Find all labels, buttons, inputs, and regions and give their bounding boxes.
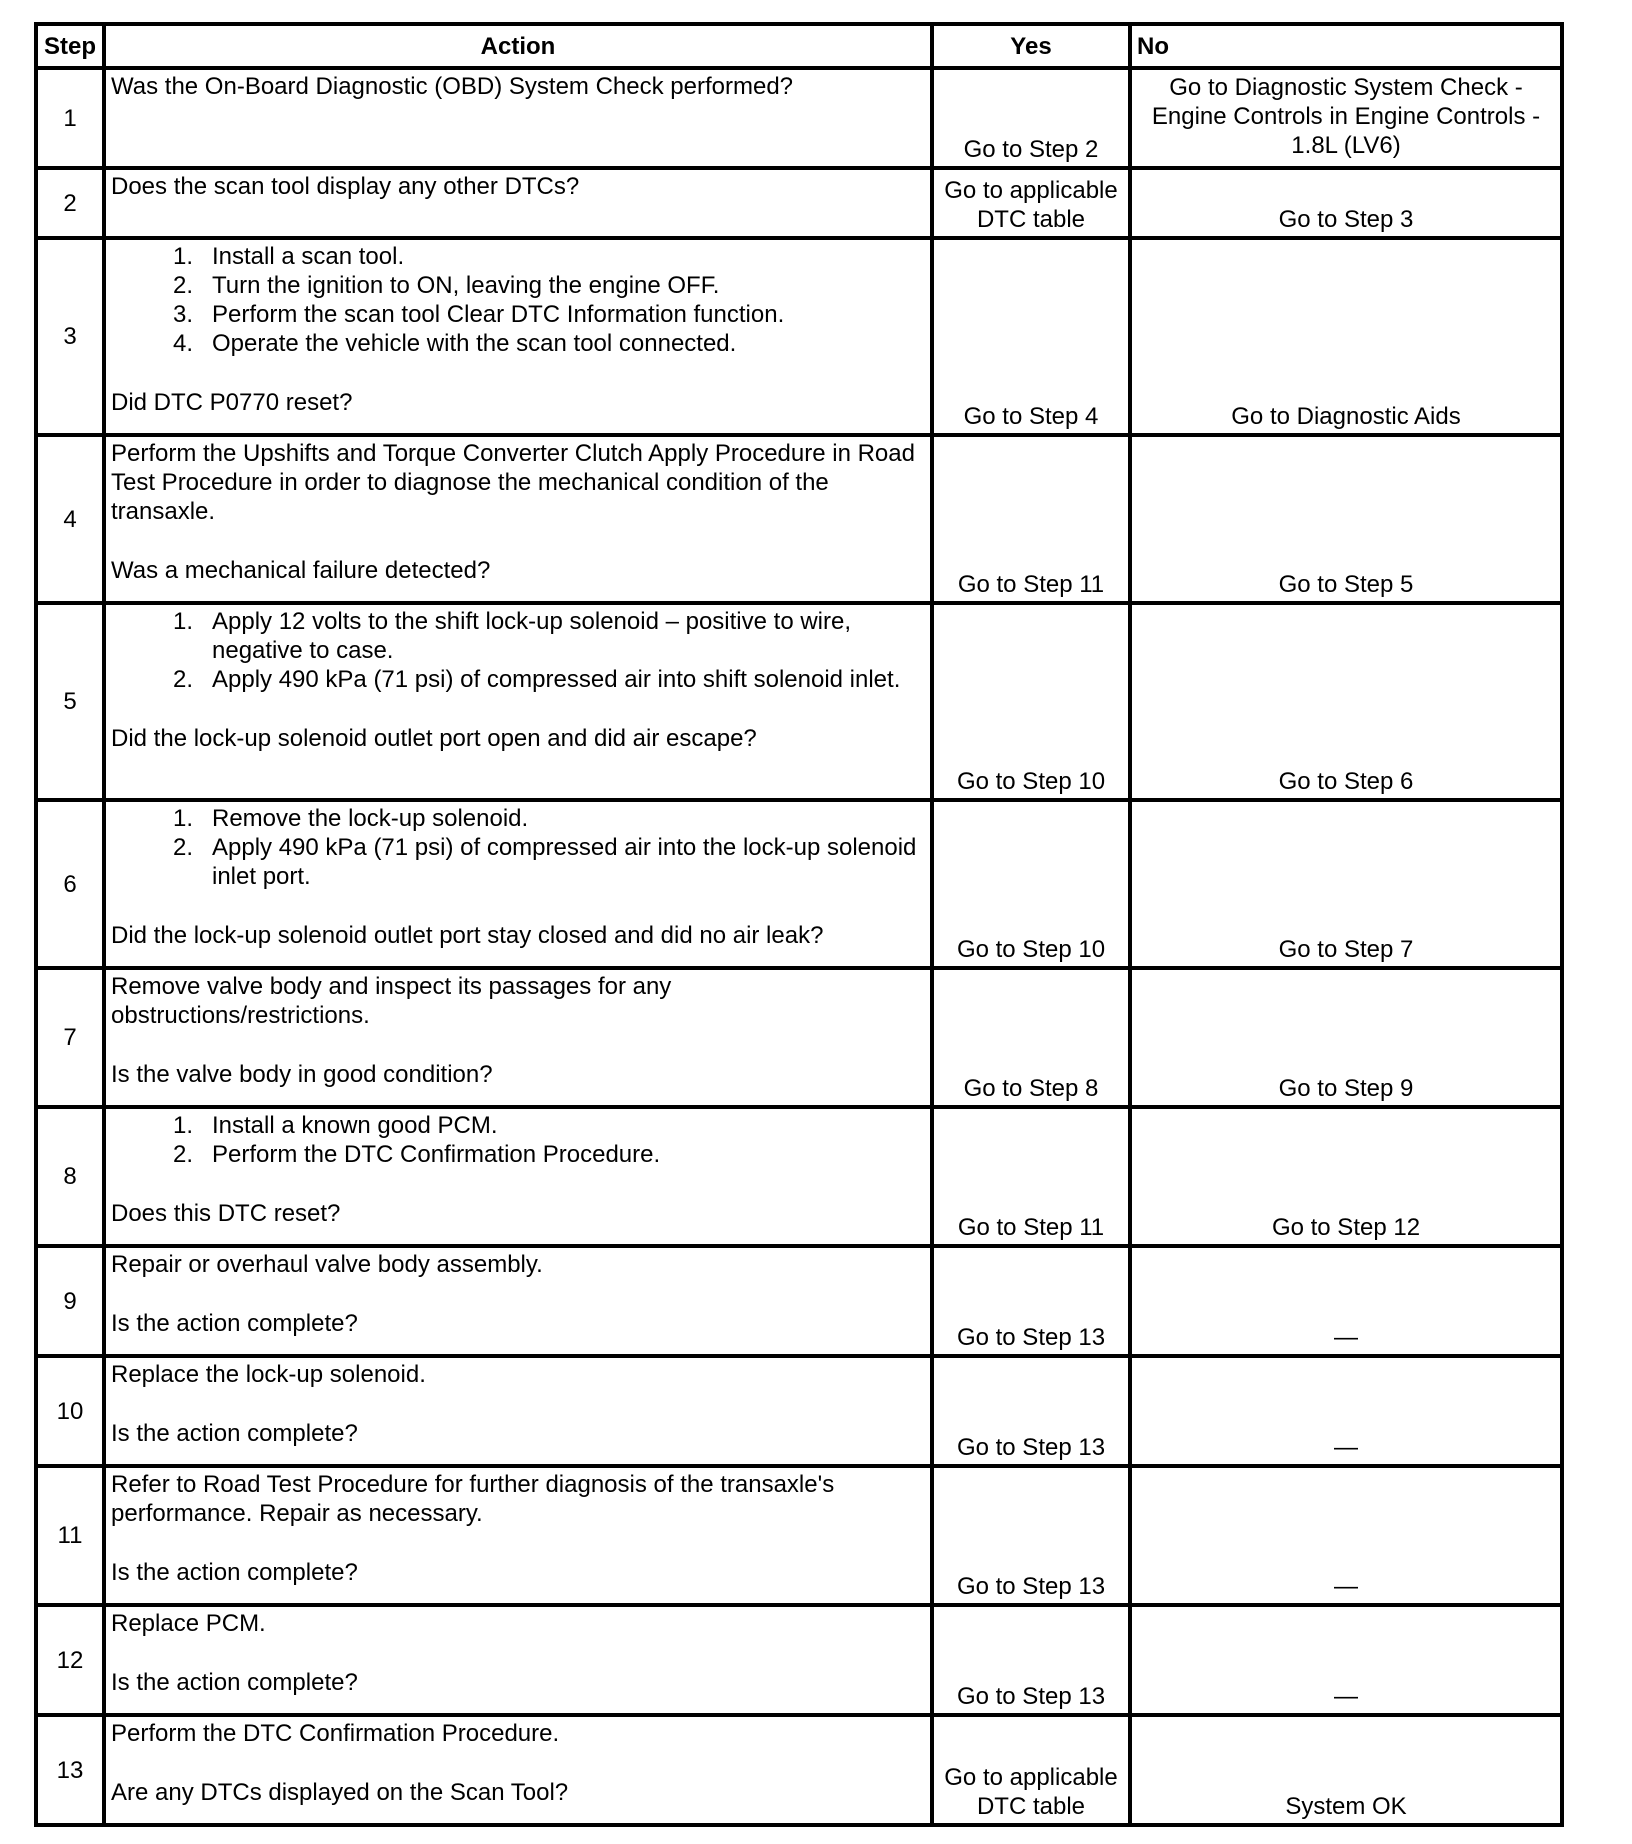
action-cell xyxy=(104,800,932,968)
no-result: Go to Step 3 xyxy=(1130,168,1562,238)
no-result: Go to Diagnostic Aids xyxy=(1130,238,1562,435)
step-number: 9 xyxy=(36,1246,104,1356)
procedure-item: 1. Install a scan tool. xyxy=(172,243,405,270)
action-text: Was the On-Board Diagnostic (OBD) System Check performed? xyxy=(111,73,794,100)
yes-result: Go to Step 8 xyxy=(932,968,1130,1107)
action-cell xyxy=(104,435,932,603)
no-result: Go to Step 6 xyxy=(1130,603,1562,800)
step-number: 1 xyxy=(36,68,104,168)
no-result: — xyxy=(1130,1246,1562,1356)
diagnostic-table xyxy=(34,22,1564,1827)
table-row xyxy=(36,603,1562,800)
procedure-item: 1. Apply 12 volts to the shift lock-up solenoid – positive to wire, negative to case. xyxy=(172,608,851,664)
table-row xyxy=(36,435,1562,603)
action-text: Replace PCM. xyxy=(111,1610,266,1637)
yes-result: Go to Step 2 xyxy=(932,68,1130,168)
step-number: 13 xyxy=(36,1715,104,1825)
procedure-list xyxy=(111,242,925,358)
action-text: Replace the lock-up solenoid. xyxy=(111,1361,426,1388)
action-cell xyxy=(104,968,932,1107)
step-number: 3 xyxy=(36,238,104,435)
yes-result: Go to Step 13 xyxy=(932,1466,1130,1605)
action-text: Perform the Upshifts and Torque Converter Clutch Apply Procedure in Road Test Procedure in order to diagnose the mechanical condition of the transaxle. xyxy=(111,440,915,525)
no-result: Go to Step 5 xyxy=(1130,435,1562,603)
table-row xyxy=(36,968,1562,1107)
action-text: Refer to Road Test Procedure for further diagnosis of the transaxle's performance. Repair as necessary. xyxy=(111,1471,835,1527)
yes-result: Go to Step 13 xyxy=(932,1605,1130,1715)
table-row xyxy=(36,800,1562,968)
procedure-item: 2. Apply 490 kPa (71 psi) of compressed air into the lock-up solenoid inlet port. xyxy=(172,834,917,890)
action-cell xyxy=(104,68,932,168)
table-row xyxy=(36,168,1562,238)
action-question: Did the lock-up solenoid outlet port stay closed and did no air leak? xyxy=(111,922,824,949)
table-row xyxy=(36,1356,1562,1466)
no-result: System OK xyxy=(1130,1715,1562,1825)
yes-result: Go to Step 13 xyxy=(932,1246,1130,1356)
procedure-item: 2. Apply 490 kPa (71 psi) of compressed air into shift solenoid inlet. xyxy=(172,666,901,693)
table-row xyxy=(36,1466,1562,1605)
action-cell xyxy=(104,168,932,238)
action-question: Are any DTCs displayed on the Scan Tool? xyxy=(111,1779,569,1806)
step-number: 8 xyxy=(36,1107,104,1246)
table-header-row xyxy=(36,24,1562,68)
action-cell xyxy=(104,1605,932,1715)
step-number: 6 xyxy=(36,800,104,968)
no-result: Go to Step 9 xyxy=(1130,968,1562,1107)
step-number: 4 xyxy=(36,435,104,603)
action-cell xyxy=(104,1107,932,1246)
procedure-list xyxy=(111,804,925,891)
yes-column-header: Yes xyxy=(932,24,1130,68)
step-number: 5 xyxy=(36,603,104,800)
procedure-item: 2. Perform the DTC Confirmation Procedure. xyxy=(172,1141,661,1168)
step-number: 2 xyxy=(36,168,104,238)
step-number: 7 xyxy=(36,968,104,1107)
no-result: Go to Step 12 xyxy=(1130,1107,1562,1246)
action-text: Remove valve body and inspect its passages for any obstructions/restrictions. xyxy=(111,973,672,1029)
action-question: Did DTC P0770 reset? xyxy=(111,389,353,416)
step-number: 10 xyxy=(36,1356,104,1466)
action-question: Is the action complete? xyxy=(111,1310,358,1337)
action-column-header: Action xyxy=(104,24,932,68)
procedure-item: 2. Turn the ignition to ON, leaving the engine OFF. xyxy=(172,272,720,299)
procedure-item: 4. Operate the vehicle with the scan tool connected. xyxy=(172,330,737,357)
yes-result: Go to applicable DTC table xyxy=(932,1715,1130,1825)
yes-result: Go to Step 11 xyxy=(932,435,1130,603)
step-number: 12 xyxy=(36,1605,104,1715)
action-question: Does this DTC reset? xyxy=(111,1200,341,1227)
action-cell xyxy=(104,1246,932,1356)
step-column-header: Step xyxy=(36,24,104,68)
procedure-item: 3. Perform the scan tool Clear DTC Information function. xyxy=(172,301,785,328)
table-row xyxy=(36,1715,1562,1825)
yes-result: Go to Step 11 xyxy=(932,1107,1130,1246)
action-text: Perform the DTC Confirmation Procedure. xyxy=(111,1720,560,1747)
yes-result: Go to applicable DTC table xyxy=(932,168,1130,238)
action-question: Is the valve body in good condition? xyxy=(111,1061,493,1088)
action-cell xyxy=(104,1356,932,1466)
no-result: — xyxy=(1130,1605,1562,1715)
table-row xyxy=(36,238,1562,435)
action-text: Repair or overhaul valve body assembly. xyxy=(111,1251,543,1278)
action-cell xyxy=(104,238,932,435)
table-row xyxy=(36,1107,1562,1246)
step-number: 11 xyxy=(36,1466,104,1605)
yes-result: Go to Step 13 xyxy=(932,1356,1130,1466)
procedure-item: 1. Remove the lock-up solenoid. xyxy=(172,805,529,832)
action-question: Is the action complete? xyxy=(111,1559,358,1586)
no-result: Go to Diagnostic System Check - Engine Controls in Engine Controls - 1.8L (LV6) xyxy=(1130,68,1562,168)
action-question: Is the action complete? xyxy=(111,1420,358,1447)
table-row xyxy=(36,1246,1562,1356)
no-column-header: No xyxy=(1130,24,1562,68)
table-row xyxy=(36,1605,1562,1715)
no-result: — xyxy=(1130,1466,1562,1605)
yes-result: Go to Step 4 xyxy=(932,238,1130,435)
action-cell xyxy=(104,603,932,800)
procedure-list xyxy=(111,1111,925,1169)
yes-result: Go to Step 10 xyxy=(932,603,1130,800)
action-text: Does the scan tool display any other DTCs? xyxy=(111,173,580,200)
action-question: Is the action complete? xyxy=(111,1669,358,1696)
action-cell xyxy=(104,1466,932,1605)
yes-result: Go to Step 10 xyxy=(932,800,1130,968)
procedure-list xyxy=(111,607,925,694)
procedure-item: 1. Install a known good PCM. xyxy=(172,1112,498,1139)
no-result: Go to Step 7 xyxy=(1130,800,1562,968)
action-question: Was a mechanical failure detected? xyxy=(111,557,491,584)
no-result: — xyxy=(1130,1356,1562,1466)
action-cell xyxy=(104,1715,932,1825)
action-question: Did the lock-up solenoid outlet port open and did air escape? xyxy=(111,725,757,752)
table-row xyxy=(36,68,1562,168)
